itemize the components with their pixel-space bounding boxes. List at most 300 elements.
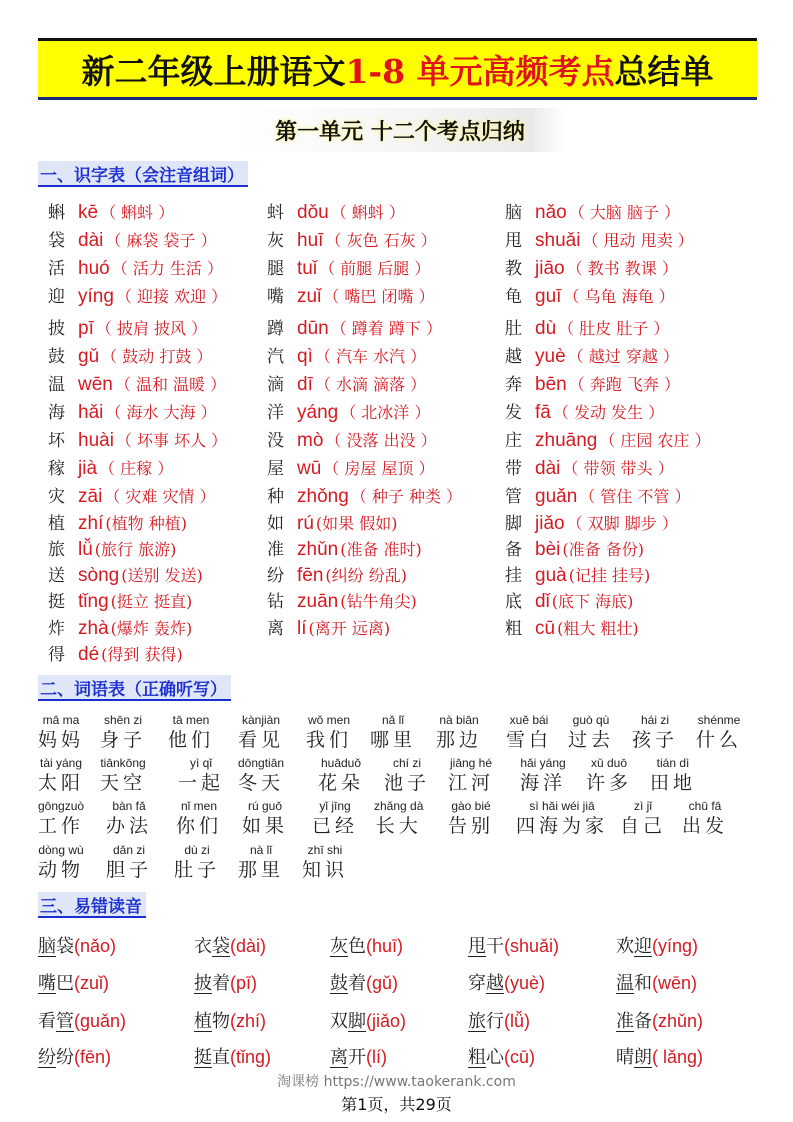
word [194,1047,230,1068]
pinyin: (gǔ) [366,973,399,993]
pronunciation-item [330,932,403,958]
pinyin: dī [297,374,313,395]
pronunciation-item [468,1007,530,1033]
example-words: （ 汽车 水汽 ） [314,347,427,366]
pinyin: zhuāng [535,430,598,451]
vocab-pinyin: bàn fǎ [112,799,146,813]
underlined-char: 迎 [634,936,652,957]
unit-title: 第一单元 十二个考点归纳 [235,108,565,152]
pinyin: dǒu [297,202,329,223]
pinyin: pī [78,318,94,339]
char-entry [267,254,430,280]
vocab-word: 江河 [448,772,495,794]
vocab-row [38,798,768,842]
section-heading-2: 二、词语表（正确听写） [38,675,231,701]
vocab-item [650,755,696,795]
pinyin: (shuǎi) [504,936,560,956]
pinyin: yáng [297,402,339,423]
vocab-pinyin: shēn zi [103,713,143,727]
vocab-item [106,798,152,838]
hanzi: 准 [267,540,284,560]
char-entry [505,454,674,480]
char-entry [267,314,442,340]
pinyin: yuè [535,346,566,367]
word-suffix: 备 [634,1011,652,1032]
hanzi: 屋 [267,459,284,479]
underlined-char: 越 [486,973,504,994]
char-entry [48,314,207,340]
char-entry [505,342,679,368]
example-words: （ 管住 不管 ） [579,487,691,506]
word [330,973,366,994]
vocab-word: 胆子 [106,859,153,881]
char-entry [505,370,680,396]
vocab-pinyin: zhī shi [307,843,343,857]
vocab-item [520,755,566,795]
example-words: （ 越过 穿越 ） [567,347,679,366]
pinyin: zhà [78,618,109,639]
pinyin: tuǐ [297,258,318,279]
vocab-word: 冬天 [238,772,285,794]
example-words: （ 大脑 脑子 ） [568,203,680,222]
word [330,1011,366,1032]
underlined-char: 旅 [468,1011,486,1032]
hanzi: 管 [505,487,522,507]
char-entry [505,509,678,535]
pronunciation-item [616,932,698,958]
char-entry [48,426,227,452]
hanzi: 挂 [505,566,522,586]
vocab-item [516,798,608,838]
pinyin: fēn [297,565,324,586]
pinyin: tǐng [78,591,109,612]
vocab-item [242,798,288,838]
word-prefix: 看 [38,1011,56,1032]
vocab-word: 田地 [650,772,697,794]
vocab-pinyin: dòng wù [38,843,84,857]
vocab-pinyin: guò qù [572,713,610,727]
vocab-pinyin: hái zi [641,713,670,727]
pinyin: zāi [78,486,103,507]
vocab-item [318,755,364,795]
underlined-char: 粗 [468,1047,486,1068]
pinyin: (pī) [230,973,257,993]
vocab-word: 肚子 [174,859,221,881]
pinyin: (yíng) [652,936,699,956]
hanzi: 甩 [505,231,522,251]
section-heading-1: 一、识字表（会注音组词） [38,161,248,187]
pronunciation-item [38,932,116,958]
vocab-word: 太阳 [38,772,85,794]
vocab-item [100,755,146,795]
vocab-word: 海洋 [520,772,567,794]
vocab-pinyin: dōngtiān [238,756,285,770]
char-entry [48,226,217,252]
word-suffix: 色 [348,936,366,957]
pronunciation-item [38,1043,111,1069]
example-words: （ 种子 种类 ） [350,487,463,506]
hanzi: 越 [505,347,522,367]
underlined-char: 脑 [38,936,56,957]
vocab-item [174,842,220,882]
underlined-char: 离 [330,1047,348,1068]
vocab-pinyin: dǎn zi [112,843,146,857]
char-entry [505,587,633,613]
hanzi: 腿 [267,259,284,279]
vocab-pinyin: rú guǒ [247,799,283,813]
underlined-char: 嘴 [38,973,56,994]
char-entry [48,482,216,508]
pronunciation-item [616,1043,703,1069]
hanzi: 蝌 [48,203,65,223]
vocab-word: 告别 [448,815,495,837]
pinyin: (lǚ) [504,1011,530,1031]
word [38,1047,74,1068]
char-entry [48,640,183,666]
vocab-item [696,712,742,752]
word-suffix: 巴 [56,973,74,994]
vocab-pinyin: gào bié [451,799,491,813]
pronunciation-item [38,1007,126,1033]
example-words: （ 发动 发生 ） [552,403,665,422]
vocab-pinyin: kànjiàn [241,713,281,727]
word-prefix: 穿 [468,973,486,994]
pronunciation-item [194,1043,271,1069]
title-part-2: 1-8 单元高频考点 [345,51,615,91]
pinyin: (nǎo) [74,936,117,956]
example-words: （ 奔跑 飞奔 ） [568,375,680,394]
example-words: （ 庄园 农庄 ） [599,431,711,450]
char-entry [267,370,426,396]
vocab-word: 一起 [178,772,225,794]
example-words: (如果 假如) [315,514,398,533]
section-heading-3: 三、易错读音 [38,892,146,918]
underlined-char: 脚 [348,1011,366,1032]
underlined-char: 甩 [468,936,486,957]
pinyin: (guǎn) [74,1011,127,1031]
underlined-char: 灰 [330,936,348,957]
example-words: （ 庄稼 ） [99,459,174,478]
pinyin: guī [535,286,562,307]
vocab-item [238,842,284,882]
vocab-row [38,712,768,756]
word [330,1047,366,1068]
underlined-char: 挺 [194,1047,212,1068]
vocab-item [38,755,84,795]
char-entry [48,198,174,224]
hanzi: 备 [505,540,522,560]
vocab-pinyin: gōngzuò [38,799,85,813]
hanzi: 送 [48,566,65,586]
hanzi: 披 [48,319,65,339]
vocab-word: 我们 [306,729,353,751]
example-words: （ 房屋 屋顶 ） [323,459,435,478]
vocab-pinyin: yǐ jīng [319,799,351,813]
hanzi: 没 [267,431,284,451]
example-words: （ 温和 温暖 ） [114,375,227,394]
vocab-pinyin: chí zi [393,756,422,770]
vocab-item [312,798,358,838]
example-words: （ 灰色 石灰 ） [325,231,437,250]
pronunciation-row [38,1043,768,1073]
vocab-word: 四海为家 [516,815,609,837]
example-words: (准备 备份) [562,540,644,559]
vocab-pinyin: xǔ duō [590,756,628,770]
vocab-item [370,712,416,752]
vocab-item [620,798,666,838]
pinyin: zhǒng [297,486,349,507]
vocab-pinyin: tiānkōng [100,756,146,770]
underlined-char: 管 [56,1011,74,1032]
example-words: （ 嘴巴 闭嘴 ） [323,287,435,306]
hanzi: 纷 [267,566,284,586]
word-suffix: 直 [212,1047,230,1068]
example-words: (挺立 挺直) [110,592,193,611]
pronunciation-row [38,1007,768,1037]
word-suffix: 心 [486,1047,504,1068]
vocab-item [682,798,728,838]
example-words: (爆炸 轰炸) [110,619,193,638]
vocab-word: 身子 [100,729,147,751]
hanzi: 钻 [267,592,284,612]
underlined-char: 温 [616,973,634,994]
pinyin: cū [535,618,556,639]
char-entry [48,535,176,561]
example-words: （ 水滴 滴落 ） [314,375,427,394]
char-entry [48,342,212,368]
pinyin: huài [78,430,114,451]
vocab-item [100,712,146,752]
vocab-word: 如果 [242,815,289,837]
example-words: (钻牛角尖) [340,592,417,611]
pinyin: zuǐ [297,286,322,307]
hanzi: 蚪 [267,203,284,223]
char-entry [505,398,664,424]
example-words: (纠纷 纷乱) [325,566,407,585]
vocab-word: 孩子 [632,729,679,751]
vocab-pinyin: nà lǐ [250,843,273,857]
underlined-char: 准 [616,1011,634,1032]
vocab-pinyin: dù zi [184,843,210,857]
hanzi: 肚 [505,319,522,339]
vocab-word: 许多 [586,772,633,794]
vocab-item [374,798,423,838]
pinyin: bèi [535,539,561,560]
vocab-word: 办法 [106,815,153,837]
pinyin: (zhǔn) [652,1011,704,1031]
example-words: （ 披肩 披风 ） [95,319,208,338]
vocab-pinyin: sì hǎi wéi jiā [529,799,595,813]
word [330,936,366,957]
word [194,973,230,994]
vocab-word: 已经 [312,815,359,837]
pinyin: (wēn) [652,973,698,993]
vocab-pinyin: wǒ men [307,713,351,727]
vocab-item [38,712,84,752]
char-entry [48,454,173,480]
vocab-item [238,712,284,752]
example-words: （ 乌龟 海龟 ） [563,287,675,306]
vocab-word: 妈妈 [38,729,85,751]
hanzi: 嘴 [267,287,284,307]
char-entry [48,587,192,613]
vocab-pinyin: nǐ men [180,799,218,813]
hanzi: 带 [505,459,522,479]
title-part-3: 总结单 [614,51,714,91]
char-entry [505,426,711,452]
vocab-word: 那边 [436,729,483,751]
pinyin: (lí) [366,1047,387,1067]
pinyin: qì [297,346,313,367]
hanzi: 粗 [505,619,522,639]
hanzi: 迎 [48,287,65,307]
hanzi: 坏 [48,431,65,451]
char-entry [48,398,217,424]
hanzi: 旅 [48,540,65,560]
vocab-word: 哪里 [370,729,417,751]
vocab-item [168,712,214,752]
pinyin: jiāo [535,258,565,279]
vocab-item [302,842,348,882]
char-entry [267,482,462,508]
pronunciation-item [194,932,266,958]
hanzi: 袋 [48,231,65,251]
pinyin: nǎo [535,202,567,223]
hanzi: 庄 [505,431,522,451]
char-entry [505,226,694,252]
underlined-char: 朗 [634,1047,652,1068]
hanzi: 炸 [48,619,65,639]
pinyin: huó [78,258,110,279]
vocab-word: 工作 [38,815,85,837]
char-entry [267,398,430,424]
word-suffix: 干 [486,936,504,957]
char-entry [505,561,650,587]
word-suffix: 物 [212,1011,230,1032]
pinyin: dài [535,458,561,479]
hanzi: 奔 [505,375,522,395]
example-words: (旅行 旅游) [94,540,177,559]
hanzi: 挺 [48,592,65,612]
example-words: （ 双脚 脚步 ） [566,514,678,533]
pinyin: lí [297,618,307,639]
hanzi: 蹲 [267,319,284,339]
word-suffix: 行 [486,1011,504,1032]
pinyin: kē [78,202,99,223]
hanzi: 底 [505,592,522,612]
hanzi: 灰 [267,231,284,251]
example-words: (记挂 挂号) [568,566,651,585]
word-suffix: 着 [212,973,230,994]
word [616,973,652,994]
pinyin: (jiǎo) [366,1011,407,1031]
pinyin: sòng [78,565,120,586]
vocab-word: 天空 [100,772,147,794]
pronunciation-item [330,1043,387,1069]
vocab-word: 花朵 [318,772,365,794]
pinyin: yíng [78,286,114,307]
example-words: （ 肚皮 肚子 ） [558,319,670,338]
example-words: (准备 准时) [340,540,422,559]
word [38,973,74,994]
pronunciation-item [468,1043,535,1069]
pinyin: mò [297,430,324,451]
word [616,1047,652,1068]
example-words: （ 蝌蚪 ） [100,203,175,222]
char-entry [48,254,223,280]
vocab-pinyin: huāduǒ [320,756,362,770]
word-prefix: 衣 [194,936,212,957]
vocab-word: 池子 [384,772,431,794]
vocab-pinyin: zhǎng dà [374,799,424,813]
word [468,973,504,994]
hanzi: 灾 [48,487,65,507]
vocab-item [38,842,84,882]
vocab-row [38,842,768,886]
hanzi: 稼 [48,459,65,479]
pinyin: bēn [535,374,567,395]
vocab-item [632,712,678,752]
pinyin: fā [535,402,551,423]
vocab-item [238,755,284,795]
pronunciation-item [38,969,109,995]
pinyin: (cū) [504,1047,535,1067]
vocab-item [436,712,482,752]
vocab-item [384,755,430,795]
hanzi: 龟 [505,287,522,307]
word [194,1011,230,1032]
hanzi: 洋 [267,403,284,423]
word-suffix: 纷 [56,1047,74,1068]
pinyin: guà [535,565,567,586]
vocab-pinyin: shénme [697,713,741,727]
pinyin: (fēn) [74,1047,112,1067]
vocab-word: 过去 [568,729,615,751]
hanzi: 如 [267,514,284,534]
pinyin: zuān [297,591,339,612]
hanzi: 滴 [267,375,284,395]
char-entry [505,254,678,280]
word [468,936,504,957]
char-entry [267,226,437,252]
example-words: (得到 获得) [101,645,183,664]
word-prefix: 晴 [616,1047,634,1068]
char-entry [505,282,675,308]
vocab-item [38,798,84,838]
vocab-pinyin: yì qǐ [190,756,213,770]
pronunciation-item [616,1007,703,1033]
word-suffix: 着 [348,973,366,994]
char-entry [505,314,669,340]
pronunciation-item [194,969,257,995]
vocab-pinyin: tā men [172,713,210,727]
pronunciation-item [330,1007,406,1033]
vocab-item [106,842,152,882]
pinyin: (zuǐ) [74,973,109,993]
vocab-word: 知识 [302,859,349,881]
pinyin: (zhí) [230,1011,266,1031]
hanzi: 植 [48,514,65,534]
vocab-pinyin: tài yáng [39,756,83,770]
pinyin: dài [78,230,104,251]
pinyin: shuǎi [535,230,581,251]
vocab-pinyin: jiāng hé [449,756,493,770]
char-entry [505,482,691,508]
document-title [38,38,757,100]
hanzi: 发 [505,403,522,423]
pinyin: dūn [297,318,329,339]
word-suffix: 和 [634,973,652,994]
